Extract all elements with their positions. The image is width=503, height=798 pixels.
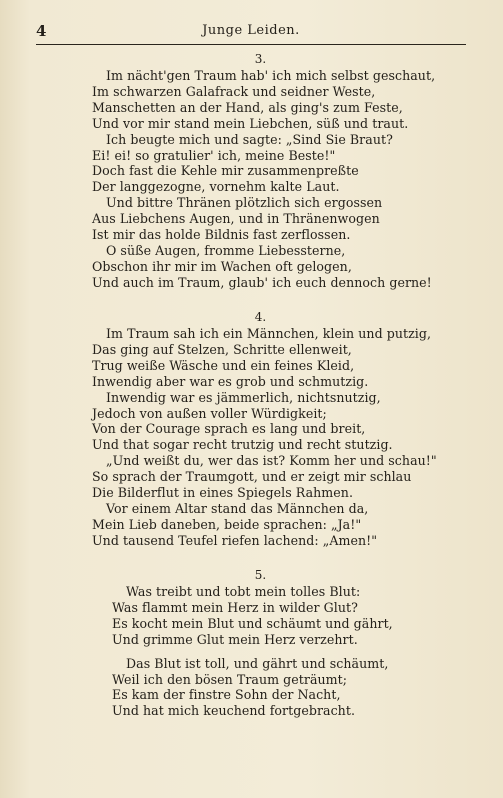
poem-section-4 [0, 308, 503, 549]
verse-line: Es kocht mein Blut und schäumt und gährt, [112, 615, 393, 631]
verse-line: Das ging auf Stelzen, Schritte ellenweit, [92, 341, 352, 357]
verse-line: Ist mir das holde Bildnis fast zerflossen. [92, 227, 351, 243]
verse-line: Und grimme Glut mein Herz verzehrt. [112, 631, 358, 647]
verse-line: Und vor mir stand mein Liebchen, süß und traut. [92, 115, 409, 131]
sonnet-quatrain-2 [0, 390, 503, 454]
verse-line: Was flammt mein Herz in wilder Glut? [112, 599, 358, 615]
verse-line: Obschon ihr mir im Wachen oft gelogen, [92, 258, 352, 274]
verse-line: Das Blut ist toll, und gährt und schäumt, [126, 655, 389, 671]
verse-line: Ei! ei! so gratulier' ich, meine Beste!" [92, 147, 336, 163]
sonnet-quatrain-2 [0, 132, 503, 196]
verse-line: Jedoch von außen voller Würdigkeit; [92, 405, 327, 421]
sonnet-tercet-2 [0, 243, 503, 291]
running-title: Junge Leiden. [202, 23, 300, 38]
sonnet-tercet-1 [0, 453, 503, 501]
stanza-2 [0, 656, 503, 720]
verse-line: Im nächt'gen Traum hab' ich mich selbst geschaut, [106, 68, 436, 83]
sonnet-quatrain-1 [0, 68, 503, 132]
verse-line: Inwendig war es jämmerlich, nichtsnutzig, [106, 389, 381, 405]
verse-line: Was treibt und tobt mein tolles Blut: [126, 584, 361, 599]
verse-line: Aus Liebchens Augen, und in Thränenwogen [92, 211, 380, 227]
page-header [36, 22, 466, 42]
poem-section-3 [0, 50, 503, 291]
section-number: 5. [254, 568, 267, 582]
verse-line: Im Traum sah ich ein Männchen, klein und putzig, [106, 326, 432, 341]
sonnet-tercet-1 [0, 195, 503, 243]
verse-line: So sprach der Traumgott, und er zeigt mir schlau [92, 469, 412, 485]
verse-line: Es kam der finstre Sohn der Nacht, [112, 687, 341, 703]
verse-line: Und tausend Teufel riefen lachend: „Amen!" [92, 532, 378, 548]
verse-line: Von der Courage sprach es lang und breit, [92, 421, 366, 437]
verse-line: Manschetten an der Hand, als ging's zum Feste, [92, 99, 403, 115]
verse-line: O süße Augen, fromme Liebessterne, [106, 242, 346, 258]
stanza-gap [0, 648, 503, 656]
verse-line: „Und weißt du, wer das ist? Komm her und schau!" [106, 453, 437, 469]
header-rule [36, 44, 466, 45]
verse-line: Die Bilderflut in eines Spiegels Rahmen. [92, 485, 354, 501]
verse-line: Und hat mich keuchend fortgebracht. [112, 703, 356, 719]
section-number: 3. [254, 52, 267, 66]
verse-line: Trug weiße Wäsche und ein feines Kleid, [92, 357, 355, 373]
verse-line: Und auch im Traum, glaub' ich euch dennoch gerne! [92, 274, 432, 290]
verse-line: Der langgezogne, vornehm kalte Laut. [92, 179, 340, 195]
verse-line: Im schwarzen Galafrack und seidner Weste, [92, 83, 376, 99]
sonnet-quatrain-1 [0, 326, 503, 390]
stanza-1 [0, 584, 503, 648]
sonnet-tercet-2 [0, 501, 503, 549]
poem-section-5 [0, 566, 503, 719]
section-number: 4. [254, 310, 267, 324]
verse-line: Und bittre Thränen plötzlich sich ergossen [106, 195, 383, 211]
verse-line: Ich beugte mich und sagte: „Sind Sie Braut? [106, 131, 393, 147]
page-number: 4 [36, 22, 47, 40]
verse-line: Mein Lieb daneben, beide sprachen: „Ja!" [92, 516, 362, 532]
verse-line: Vor einem Altar stand das Männchen da, [106, 500, 369, 516]
verse-line: Inwendig aber war es grob und schmutzig. [92, 373, 369, 389]
verse-line: Doch fast die Kehle mir zusammenpreßte [92, 163, 359, 179]
verse-line: Und that sogar recht trutzig und recht stutzig. [92, 437, 393, 453]
verse-line: Weil ich den bösen Traum geträumt; [112, 671, 348, 687]
